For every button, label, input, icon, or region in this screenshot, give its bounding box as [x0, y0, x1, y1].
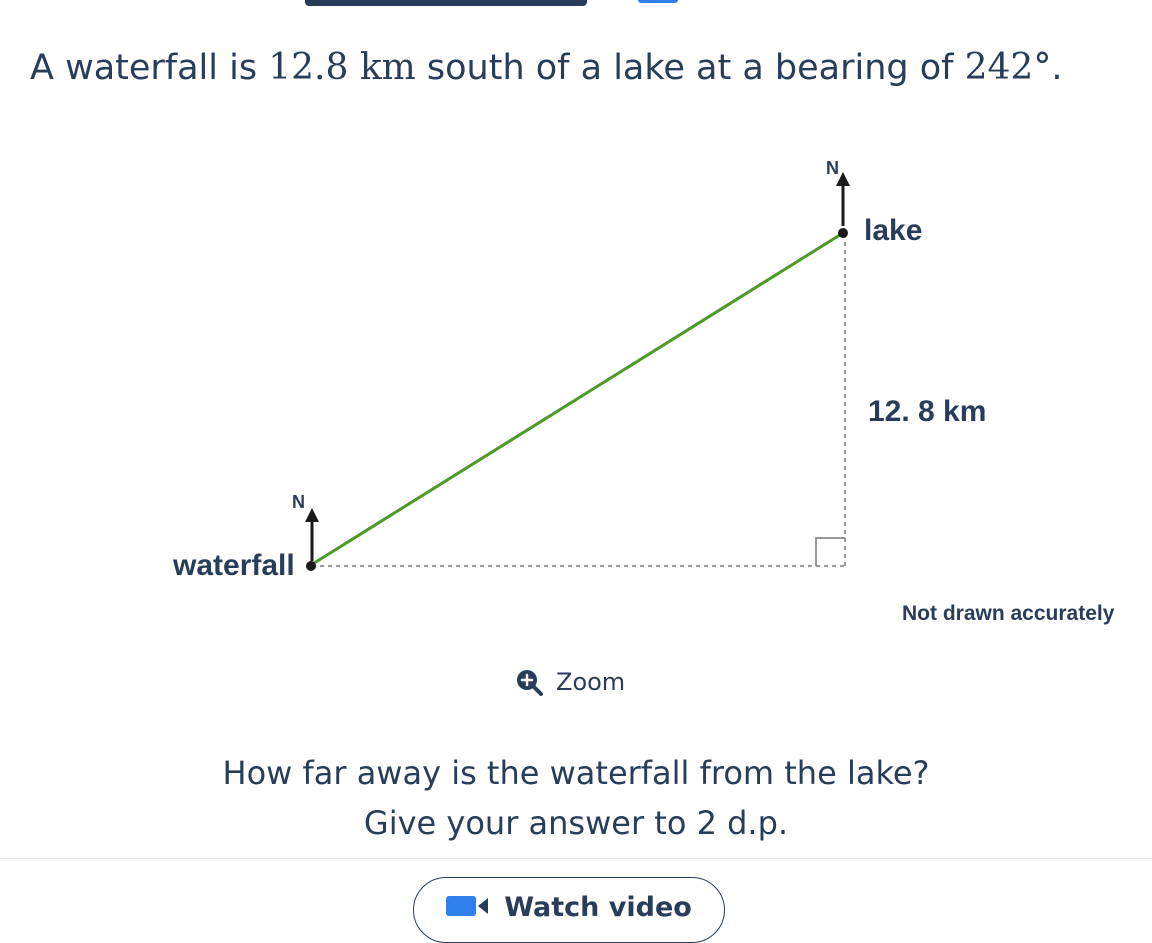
right-angle-marker	[816, 538, 845, 566]
zoom-button[interactable]	[514, 664, 625, 700]
waterfall-north-label: N	[292, 492, 305, 512]
lake-label: lake	[864, 214, 923, 247]
question-bearing: 242°	[964, 47, 1052, 88]
top-progress-bar	[305, 0, 587, 6]
question-prefix: A waterfall is	[30, 48, 269, 88]
prompt-question: How far away is the waterfall from the lake?	[222, 754, 930, 792]
question-text	[30, 40, 1140, 96]
not-drawn-accurately-note: Not drawn accurately	[902, 602, 1115, 625]
watch-video-label: Watch video	[504, 892, 692, 923]
waterfall-north-arrow	[305, 508, 319, 561]
watch-video-button[interactable]	[413, 877, 725, 943]
waterfall-label: waterfall	[173, 549, 295, 582]
bearing-diagram	[0, 140, 1152, 640]
lake-north-arrow	[836, 172, 850, 226]
top-accent-bar	[638, 0, 678, 3]
hypotenuse-line	[311, 233, 843, 565]
side-length-label: 12. 8 km	[868, 395, 987, 428]
question-suffix: .	[1051, 48, 1063, 88]
question-distance: 12.8 km	[268, 47, 416, 88]
lake-north-label: N	[826, 158, 839, 178]
prompt-instruction: Give your answer to 2 d.p.	[363, 804, 789, 842]
video-camera-icon	[446, 894, 490, 918]
divider	[0, 858, 1152, 859]
question-middle: south of a lake at a bearing of	[415, 48, 965, 88]
lake-point	[838, 228, 848, 238]
zoom-in-icon	[514, 667, 544, 697]
waterfall-point	[306, 561, 316, 571]
zoom-label: Zoom	[556, 668, 626, 696]
